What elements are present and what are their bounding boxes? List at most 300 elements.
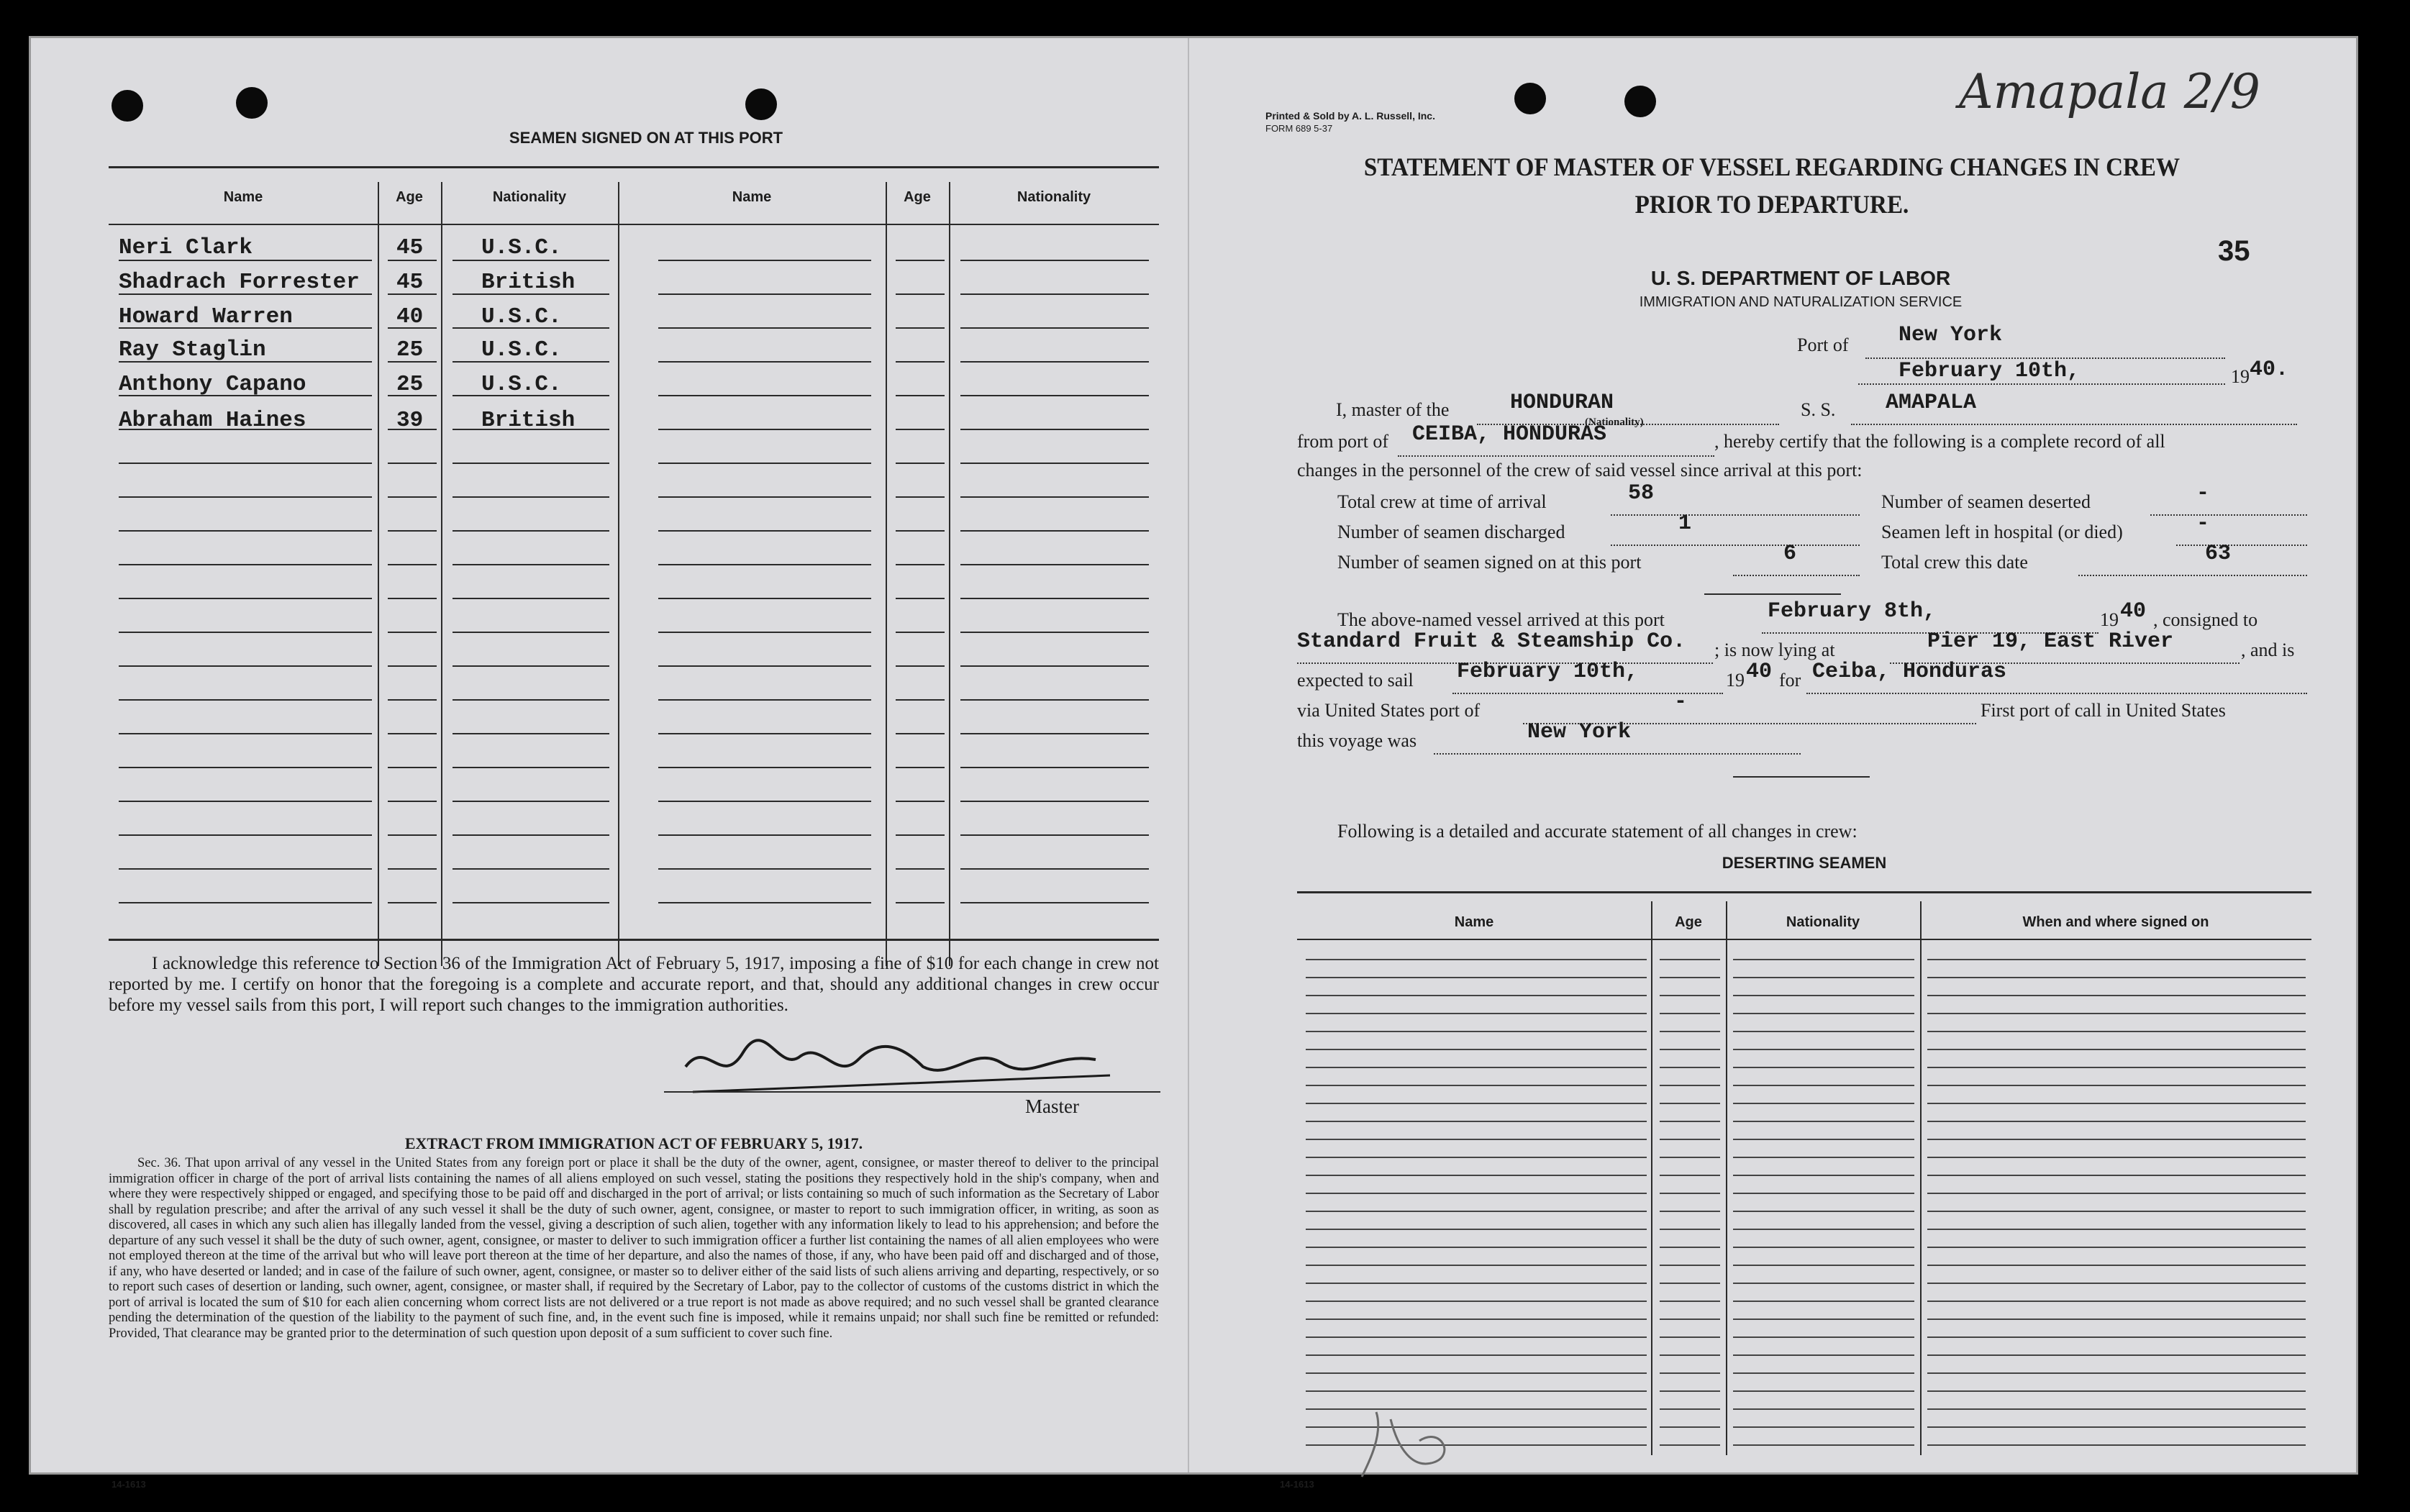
table-row-line bbox=[1733, 1444, 1914, 1446]
ss-label: S. S. bbox=[1801, 399, 1836, 420]
deserting-col-name: Name bbox=[1454, 914, 1494, 930]
table-row-line bbox=[1927, 1013, 2306, 1014]
table-row-line bbox=[453, 564, 609, 565]
table-row-line bbox=[119, 530, 372, 532]
separator-rule bbox=[1733, 776, 1870, 778]
table-row-line bbox=[896, 733, 945, 734]
table-row-line bbox=[960, 801, 1149, 802]
table-row-line bbox=[1306, 1139, 1647, 1140]
table-row-line bbox=[1927, 1121, 2306, 1122]
table-row-line bbox=[1733, 977, 1914, 978]
year-prefix: 19 bbox=[2231, 366, 2250, 387]
table-row-line bbox=[1927, 1157, 2306, 1158]
table-header-rule bbox=[109, 224, 1159, 225]
table-row-line bbox=[1733, 1336, 1914, 1338]
table-row-line bbox=[896, 868, 945, 870]
table-row-line bbox=[388, 530, 437, 532]
col-divider bbox=[949, 182, 950, 966]
table-row-line bbox=[1927, 1336, 2306, 1338]
document-number: 35 bbox=[2218, 235, 2250, 267]
table-row-line bbox=[1927, 1229, 2306, 1230]
left-form-code: 14-1613 bbox=[112, 1479, 146, 1490]
table-row-line bbox=[453, 868, 609, 870]
port-value: New York bbox=[1899, 323, 2003, 347]
seaman-name: Howard Warren bbox=[119, 304, 293, 329]
table-row-line bbox=[960, 733, 1149, 734]
table-row-line bbox=[1660, 1408, 1720, 1410]
seaman-nationality: U.S.C. bbox=[481, 372, 562, 397]
col-header-age: Age bbox=[904, 189, 931, 205]
table-row-line bbox=[119, 496, 372, 498]
for-label: for bbox=[1779, 670, 1801, 691]
table-row-line bbox=[1733, 1049, 1914, 1050]
table-row-line bbox=[1927, 1031, 2306, 1032]
table-row-line bbox=[1306, 959, 1647, 960]
seaman-name: Abraham Haines bbox=[119, 408, 306, 433]
first-call-label: First port of call in United States bbox=[1981, 700, 2226, 721]
field-line bbox=[2078, 575, 2307, 576]
table-row-line bbox=[1927, 1085, 2306, 1086]
seaman-nationality: U.S.C. bbox=[481, 235, 562, 260]
col-divider bbox=[886, 182, 887, 966]
table-row-line bbox=[658, 868, 871, 870]
seaman-name: Shadrach Forrester bbox=[119, 270, 360, 295]
seaman-nationality: U.S.C. bbox=[481, 337, 562, 363]
col-header-age: Age bbox=[396, 189, 423, 205]
discharged-label: Number of seamen discharged bbox=[1337, 522, 1565, 542]
table-row-line bbox=[1306, 1336, 1647, 1338]
seaman-nationality: British bbox=[481, 408, 576, 433]
total-today-value: 63 bbox=[2205, 542, 2232, 566]
table-row-line bbox=[1660, 1031, 1720, 1032]
table-row-line bbox=[1660, 995, 1720, 996]
table-row-line bbox=[119, 463, 372, 464]
table-row-line bbox=[960, 463, 1149, 464]
table-top-rule bbox=[109, 166, 1159, 168]
voyage-label: this voyage was bbox=[1297, 730, 1417, 751]
table-row-line bbox=[1927, 1265, 2306, 1266]
certify-text: , hereby certify that the following is a complete record of all bbox=[1714, 431, 2165, 452]
table-row-line bbox=[1733, 1247, 1914, 1248]
table-row-line bbox=[1660, 1319, 1720, 1320]
table-row-line bbox=[1306, 1283, 1647, 1284]
discharged-value: 1 bbox=[1678, 511, 1692, 536]
table-row-line bbox=[1733, 1157, 1914, 1158]
table-row-line bbox=[453, 767, 609, 768]
table-row-line bbox=[960, 632, 1149, 633]
table-row-line bbox=[119, 632, 372, 633]
table-row-line bbox=[1660, 959, 1720, 960]
table-row-line bbox=[1306, 1175, 1647, 1176]
left-title: SEAMEN SIGNED ON AT THIS PORT bbox=[509, 129, 783, 147]
seaman-nationality: British bbox=[481, 270, 576, 295]
pencil-initials bbox=[1347, 1405, 1470, 1491]
table-row-line bbox=[1306, 1193, 1647, 1194]
table-row-line bbox=[1733, 1121, 1914, 1122]
table-row-line bbox=[1306, 1301, 1647, 1302]
table-row-line bbox=[658, 564, 871, 565]
field-line bbox=[1851, 424, 2297, 425]
arrived-year: 40 bbox=[2120, 599, 2147, 624]
table-row-line bbox=[658, 463, 871, 464]
punch-hole bbox=[112, 90, 143, 122]
hospital-value: - bbox=[2196, 511, 2210, 536]
table-row-line bbox=[1733, 1175, 1914, 1176]
table-row-line bbox=[1660, 1049, 1720, 1050]
seaman-name: Ray Staglin bbox=[119, 337, 266, 363]
table-row-line bbox=[453, 834, 609, 836]
total-arrival-value: 58 bbox=[1628, 481, 1655, 506]
table-row-line bbox=[388, 564, 437, 565]
table-row-line bbox=[960, 327, 1149, 329]
table-row-line bbox=[1733, 995, 1914, 996]
col-divider bbox=[1651, 901, 1652, 1455]
table-row-line bbox=[960, 293, 1149, 295]
table-row-line bbox=[1927, 1103, 2306, 1104]
table-row-line bbox=[1306, 1049, 1647, 1050]
table-row-line bbox=[1733, 1283, 1914, 1284]
punch-hole bbox=[236, 87, 268, 119]
table-row-line bbox=[1927, 1354, 2306, 1356]
table-row-line bbox=[658, 834, 871, 836]
statement-title-line1: STATEMENT OF MASTER OF VESSEL REGARDING CHANGES IN CREW bbox=[1363, 152, 2181, 181]
seaman-nationality: U.S.C. bbox=[481, 304, 562, 329]
port-label: Port of bbox=[1797, 334, 1849, 355]
seaman-age: 25 bbox=[396, 337, 424, 363]
total-today-label: Total crew this date bbox=[1881, 552, 2028, 573]
table-row-line bbox=[1660, 1085, 1720, 1086]
from-port-label: from port of bbox=[1297, 431, 1389, 452]
table-row-line bbox=[658, 665, 871, 667]
field-line bbox=[1733, 575, 1860, 576]
table-row-line bbox=[1927, 1175, 2306, 1176]
table-row-line bbox=[388, 598, 437, 599]
table-row-line bbox=[1660, 1103, 1720, 1104]
table-row-line bbox=[1660, 1211, 1720, 1212]
table-row-line bbox=[1927, 1211, 2306, 1212]
table-row-line bbox=[658, 767, 871, 768]
table-row-line bbox=[896, 665, 945, 667]
table-row-line bbox=[453, 699, 609, 701]
table-row-line bbox=[1733, 1354, 1914, 1356]
sail-date: February 10th, bbox=[1457, 660, 1639, 684]
table-row-line bbox=[1733, 1390, 1914, 1392]
table-row-line bbox=[1927, 995, 2306, 996]
following-text: Following is a detailed and accurate statement of all changes in crew: bbox=[1337, 821, 1857, 842]
consignee-value: Standard Fruit & Steamship Co. bbox=[1297, 629, 1686, 654]
table-row-line bbox=[1733, 1193, 1914, 1194]
table-row-line bbox=[658, 429, 871, 430]
table-row-line bbox=[453, 801, 609, 802]
sail-year-prefix: 19 bbox=[1726, 670, 1745, 691]
table-row-line bbox=[1927, 1247, 2306, 1248]
table-row-line bbox=[896, 260, 945, 261]
arrived-label: The above-named vessel arrived at this port bbox=[1337, 609, 1665, 630]
table-row-line bbox=[1660, 1157, 1720, 1158]
seaman-age: 40 bbox=[396, 304, 424, 329]
table-row-line bbox=[1306, 1247, 1647, 1248]
table-row-line bbox=[453, 665, 609, 667]
field-line bbox=[1434, 753, 1801, 755]
table-row-line bbox=[658, 902, 871, 903]
hospital-label: Seamen left in hospital (or died) bbox=[1881, 522, 2123, 542]
table-row-line bbox=[119, 564, 372, 565]
table-row-line bbox=[1306, 1085, 1647, 1086]
table-row-line bbox=[119, 767, 372, 768]
table-row-line bbox=[960, 767, 1149, 768]
service-name: IMMIGRATION AND NATURALIZATION SERVICE bbox=[1639, 294, 1963, 310]
table-row-line bbox=[1733, 1211, 1914, 1212]
arrived-year-prefix: 19 bbox=[2100, 609, 2119, 630]
field-line bbox=[1858, 383, 2225, 385]
table-row-line bbox=[896, 767, 945, 768]
table-row-line bbox=[960, 395, 1149, 396]
table-row-line bbox=[119, 699, 372, 701]
table-row-line bbox=[1927, 977, 2306, 978]
table-row-line bbox=[658, 699, 871, 701]
table-row-line bbox=[1306, 1157, 1647, 1158]
arrived-date: February 8th, bbox=[1768, 599, 1937, 624]
table-row-line bbox=[658, 361, 871, 363]
table-row-line bbox=[453, 598, 609, 599]
table-row-line bbox=[1660, 1301, 1720, 1302]
field-line bbox=[1398, 455, 1714, 457]
form-number: FORM 689 5-37 bbox=[1265, 123, 1333, 134]
table-row-line bbox=[1927, 1139, 2306, 1140]
table-row-line bbox=[1660, 1121, 1720, 1122]
table-row-line bbox=[896, 902, 945, 903]
table-row-line bbox=[1733, 1265, 1914, 1266]
table-row-line bbox=[896, 801, 945, 802]
table-row-line bbox=[1927, 1319, 2306, 1320]
table-row-line bbox=[896, 293, 945, 295]
table-row-line bbox=[388, 902, 437, 903]
table-row-line bbox=[388, 834, 437, 836]
table-row-line bbox=[1660, 977, 1720, 978]
table-row-line bbox=[960, 530, 1149, 532]
seaman-age: 39 bbox=[396, 408, 424, 433]
table-row-line bbox=[1733, 1031, 1914, 1032]
table-row-line bbox=[388, 767, 437, 768]
table-row-line bbox=[1733, 1426, 1914, 1428]
table-row-line bbox=[1733, 1103, 1914, 1104]
col-header-name: Name bbox=[223, 189, 263, 205]
table-row-line bbox=[1927, 959, 2306, 960]
col-divider bbox=[1920, 901, 1922, 1455]
table-row-line bbox=[658, 801, 871, 802]
ship-name: AMAPALA bbox=[1886, 391, 1977, 415]
table-row-line bbox=[658, 260, 871, 261]
deserted-label: Number of seamen deserted bbox=[1881, 491, 2091, 512]
table-row-line bbox=[658, 632, 871, 633]
table-row-line bbox=[1733, 1301, 1914, 1302]
field-line bbox=[2150, 514, 2307, 516]
table-row-line bbox=[453, 530, 609, 532]
total-arrival-label: Total crew at time of arrival bbox=[1337, 491, 1547, 512]
table-row-line bbox=[1660, 1354, 1720, 1356]
department-name: U. S. DEPARTMENT OF LABOR bbox=[1650, 267, 1951, 289]
table-row-line bbox=[453, 632, 609, 633]
changes-text: changes in the personnel of the crew of said vessel since arrival at this port: bbox=[1297, 460, 1863, 481]
table-row-line bbox=[1660, 1175, 1720, 1176]
table-row-line bbox=[1660, 1283, 1720, 1284]
table-row-line bbox=[1306, 1103, 1647, 1104]
table-row-line bbox=[1733, 1408, 1914, 1410]
table-row-line bbox=[1306, 995, 1647, 996]
right-form-code: 14-1613 bbox=[1280, 1479, 1314, 1490]
master-of-label: I, master of the bbox=[1336, 399, 1450, 420]
printer-credit: Printed & Sold by A. L. Russell, Inc. bbox=[1265, 110, 1435, 122]
seaman-name: Neri Clark bbox=[119, 235, 253, 260]
seaman-name: Anthony Capano bbox=[119, 372, 306, 397]
via-value: - bbox=[1674, 690, 1688, 714]
col-header-nationality: Nationality bbox=[492, 189, 567, 205]
destination-value: Ceiba, Honduras bbox=[1812, 660, 2007, 684]
seaman-age: 25 bbox=[396, 372, 424, 397]
field-line bbox=[1806, 693, 2307, 694]
table-row-line bbox=[1733, 959, 1914, 960]
col-header-name: Name bbox=[732, 189, 772, 205]
table-row-line bbox=[1306, 1211, 1647, 1212]
first-call-value: New York bbox=[1527, 720, 1632, 744]
table-row-line bbox=[960, 564, 1149, 565]
table-row-line bbox=[388, 496, 437, 498]
table-bottom-rule bbox=[109, 939, 1159, 941]
table-row-line bbox=[453, 496, 609, 498]
table-row-line bbox=[453, 902, 609, 903]
document-sheet bbox=[29, 36, 2358, 1490]
table-row-line bbox=[896, 834, 945, 836]
table-row-line bbox=[1733, 1372, 1914, 1374]
table-row-line bbox=[658, 293, 871, 295]
extract-text: Sec. 36. That upon arrival of any vessel in the United States from any foreign port or place it shall be the duty of the owner, agent, consignee, or master thereof to deliver to the principal immigration officer in charge of the port of arrival lists containing the names of all aliens employed on such vessel, stating the positions they respectively hold in the ship's company, when and where they were respectively shipped or engaged, and specifying those to be paid off and discharged in the port of arrival; or lists containing so much of such information as the Secretary of Labor shall by regulation prescribe; and after the arrival of any such vessel it shall be the duty of such owner, agent, consignee, or master to report to such immigration officer, in writing, as soon as discovered, all cases in which any such alien has illegally landed from the vessel, giving a description of such alien, together with any information likely to lead to his apprehension; and before the departure of any such vessel it shall be the duty of such owner, agent, consignee, or master to deliver to such immigration officer a further list containing the names of all alien employees who were not employed thereon at the time of the arrival but who will leave port thereon at the time of her departure, and also the names of those, if any, who have been paid off and discharged and of those, if any, who have deserted or landed; and in case of the failure of such owner, agent, consignee, or master so to deliver either of the said lists of such aliens arriving and departing, respectively, or so to report such cases of desertion or landing, such owner, agent, consignee, or master shall, if required by the Secretary of Labor, pay to the collector of customs of the customs district in which the port of arrival is located the sum of $10 for each alien concerning whom correct lists are not delivered or a true report is not made as above required; and no such vessel shall be granted clearance pending the determination of the question of the liability to the payment of such fine, and, in the event such fine is imposed, while it remains unpaid; nor shall such fine be remitted or refunded: Provided, That clearance may be granted prior to the determination of such question upon deposit of a sum sufficient to cover such fine. bbox=[109, 1156, 1159, 1341]
table-row-line bbox=[1660, 1229, 1720, 1230]
table-row-line bbox=[960, 834, 1149, 836]
field-line bbox=[1611, 545, 1860, 546]
date-value: February 10th, bbox=[1899, 359, 2081, 383]
table-row-line bbox=[119, 665, 372, 667]
table-row-line bbox=[658, 395, 871, 396]
table-row-line bbox=[1660, 1193, 1720, 1194]
table-row-line bbox=[1660, 1426, 1720, 1428]
table-row-line bbox=[1306, 1121, 1647, 1122]
lying-label: ; is now lying at bbox=[1714, 639, 1835, 660]
table-row-line bbox=[1660, 1067, 1720, 1068]
table-row-line bbox=[1306, 1013, 1647, 1014]
deserting-title: DESERTING SEAMEN bbox=[1722, 854, 1887, 872]
sail-year: 40 bbox=[1746, 660, 1773, 684]
table-row-line bbox=[1927, 1408, 2306, 1410]
table-row-line bbox=[896, 632, 945, 633]
table-row-line bbox=[388, 463, 437, 464]
table-row-line bbox=[658, 530, 871, 532]
table-row-line bbox=[1733, 1139, 1914, 1140]
table-row-line bbox=[1306, 1031, 1647, 1032]
deserting-col-nationality: Nationality bbox=[1786, 914, 1860, 930]
deserted-value: - bbox=[2196, 481, 2210, 506]
and-is-label: , and is bbox=[2241, 639, 2295, 660]
seaman-age: 45 bbox=[396, 270, 424, 295]
table-row-line bbox=[1927, 1426, 2306, 1428]
table-row-line bbox=[453, 733, 609, 734]
punch-hole bbox=[1514, 83, 1546, 114]
table-row-line bbox=[388, 801, 437, 802]
table-row-line bbox=[1733, 1229, 1914, 1230]
master-label: Master bbox=[1025, 1096, 1079, 1117]
table-row-line bbox=[1927, 1067, 2306, 1068]
table-row-line bbox=[960, 598, 1149, 599]
table-row-line bbox=[896, 463, 945, 464]
table-row-line bbox=[896, 327, 945, 329]
table-row-line bbox=[658, 327, 871, 329]
table-row-line bbox=[896, 361, 945, 363]
col-divider bbox=[441, 182, 442, 966]
table-row-line bbox=[960, 868, 1149, 870]
table-row-line bbox=[1306, 1372, 1647, 1374]
table-row-line bbox=[119, 868, 372, 870]
table-row-line bbox=[1306, 1229, 1647, 1230]
table-row-line bbox=[896, 496, 945, 498]
table-row-line bbox=[1306, 1067, 1647, 1068]
table-row-line bbox=[1927, 1283, 2306, 1284]
field-line bbox=[2176, 545, 2307, 546]
table-row-line bbox=[388, 632, 437, 633]
year-suffix: 40. bbox=[2250, 357, 2289, 382]
table-row-line bbox=[1927, 1372, 2306, 1374]
col-header-nationality: Nationality bbox=[1017, 189, 1091, 205]
deserting-table-top bbox=[1297, 891, 2311, 893]
table-row-line bbox=[1660, 1372, 1720, 1374]
handwritten-corner: Amapala 2/9 bbox=[1959, 64, 2260, 119]
table-row-line bbox=[1660, 1265, 1720, 1266]
table-row-line bbox=[1733, 1067, 1914, 1068]
table-row-line bbox=[896, 530, 945, 532]
page-fold bbox=[1188, 38, 1189, 1472]
punch-hole bbox=[745, 88, 777, 120]
from-port-value: CEIBA, HONDURAS bbox=[1412, 422, 1607, 447]
signed-on-value: 6 bbox=[1783, 542, 1797, 566]
table-row-line bbox=[1660, 1139, 1720, 1140]
table-row-line bbox=[896, 429, 945, 430]
table-row-line bbox=[1306, 1265, 1647, 1266]
deserting-header-rule bbox=[1297, 939, 2311, 940]
table-row-line bbox=[119, 834, 372, 836]
table-row-line bbox=[1306, 1390, 1647, 1392]
table-row-line bbox=[896, 395, 945, 396]
table-row-line bbox=[960, 902, 1149, 903]
nationality-hint: (Nationality) bbox=[1585, 416, 1644, 428]
col-divider bbox=[1726, 901, 1727, 1455]
acknowledgment-text: I acknowledge this reference to Section 36 of the Immigration Act of February 5, 1917, imposing a fine of $10 for each change in crew not reported by me. I certify on honor that the foregoing is a complete and accurate report, and that, should any additional changes in crew occur before my vessel sails from this port, I will report such changes to the immigration authorities. bbox=[109, 954, 1159, 1015]
punch-hole bbox=[1624, 86, 1656, 117]
table-row-line bbox=[1660, 1013, 1720, 1014]
table-row-line bbox=[388, 665, 437, 667]
consigned-label: , consigned to bbox=[2153, 609, 2258, 630]
table-row-line bbox=[388, 733, 437, 734]
table-row-line bbox=[1733, 1319, 1914, 1320]
table-row-line bbox=[896, 564, 945, 565]
via-label: via United States port of bbox=[1297, 700, 1481, 721]
table-row-line bbox=[1927, 1390, 2306, 1392]
table-row-line bbox=[960, 699, 1149, 701]
lying-value: Pier 19, East River bbox=[1927, 629, 2174, 654]
expected-label: expected to sail bbox=[1297, 670, 1414, 691]
table-row-line bbox=[388, 699, 437, 701]
table-row-line bbox=[960, 429, 1149, 430]
table-row-line bbox=[1733, 1013, 1914, 1014]
table-row-line bbox=[896, 598, 945, 599]
table-row-line bbox=[1660, 1247, 1720, 1248]
